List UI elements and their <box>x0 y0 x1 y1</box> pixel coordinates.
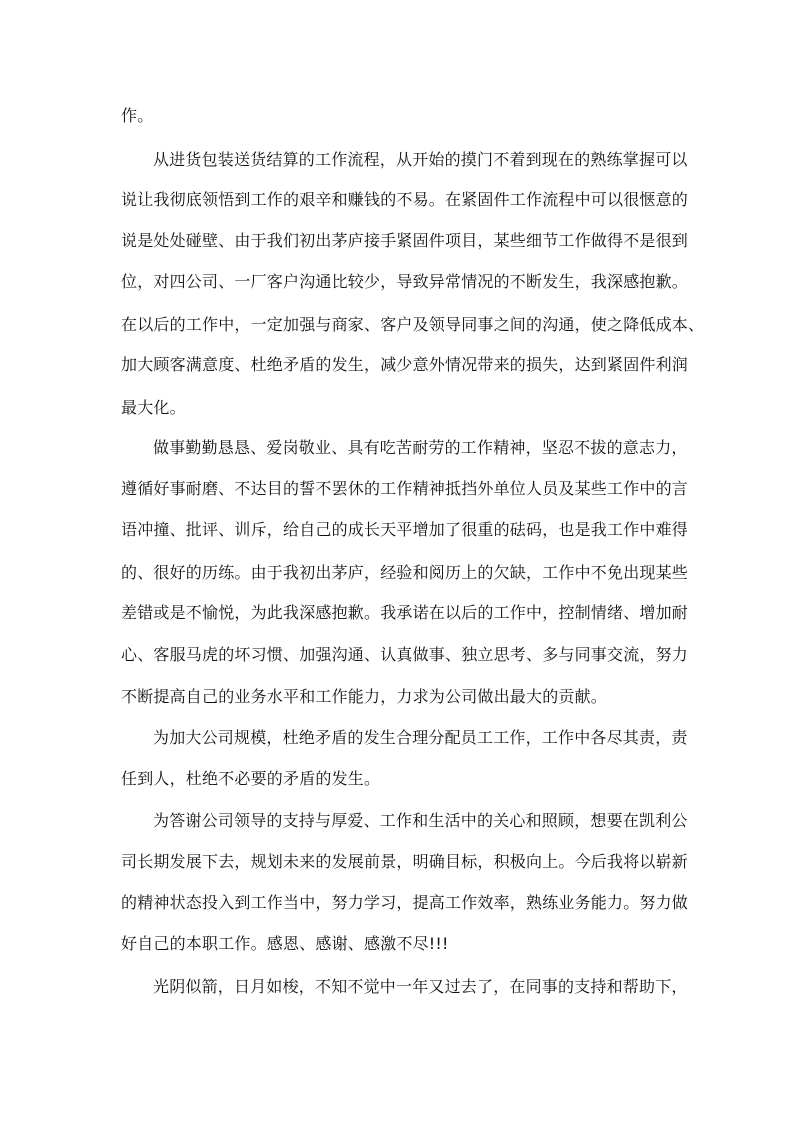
text-line: 语冲撞、批评、训斥，给自己的成长天平增加了很重的砝码，也是我工作中难得 <box>121 520 689 539</box>
text-line: 任到人，杜绝不必要的矛盾的发生。 <box>121 769 381 788</box>
text-line: 为答谢公司领导的支持与厚爱、工作和生活中的关心和照顾，想要在凯利公 <box>153 811 688 830</box>
text-line: 心、客服马虎的坏习惯、加强沟通、认真做事、独立思考、多与同事交流，努力 <box>121 645 689 664</box>
text-line: 差错或是不愉悦，为此我深感抱歉。我承诺在以后的工作中，控制情绪、增加耐 <box>121 603 689 622</box>
text-line: 司长期发展下去，规划未来的发展前景，明确目标，积极向上。今后我将以崭新 <box>121 852 689 871</box>
text-line: 的精神状态投入到工作当中，努力学习，提高工作效率，熟练业务能力。努力做 <box>121 893 689 912</box>
text-line: 从进货包装送货结算的工作流程，从开始的摸门不着到现在的熟练掌握可以 <box>153 150 688 169</box>
text-line: 好自己的本职工作。感恩、感谢、感激不尽!!! <box>121 934 449 953</box>
text-line: 作。 <box>121 106 154 125</box>
text-line: 位，对四公司、一厂客户沟通比较少，导致异常情况的不断发生，我深感抱歉。 <box>121 272 689 291</box>
text-line: 做事勤勤恳恳、爱岗敬业、具有吃苦耐劳的工作精神，坚忍不拔的意志力， <box>153 438 688 457</box>
text-line: 为加大公司规模，杜绝矛盾的发生合理分配员工工作，工作中各尽其责，责 <box>153 728 688 747</box>
text-line: 的、很好的历练。由于我初出茅庐，经验和阅历上的欠缺，工作中不免出现某些 <box>121 563 689 582</box>
text-line: 说让我彻底领悟到工作的艰辛和赚钱的不易。在紧固件工作流程中可以很惬意的 <box>121 190 689 209</box>
text-line: 说是处处碰壁、由于我们初出茅庐接手紧固件项目，某些细节工作做得不是很到 <box>121 231 689 250</box>
text-line: 遵循好事耐磨、不达目的誓不罢休的工作精神抵挡外单位人员及某些工作中的言 <box>121 479 689 498</box>
text-line: 在以后的工作中，一定加强与商家、客户及领导同事之间的沟通，使之降低成本、 <box>121 315 705 334</box>
text-line: 最大化。 <box>121 398 186 417</box>
text-line: 光阴似箭，日月如梭，不知不觉中一年又过去了，在同事的支持和帮助下， <box>153 977 688 996</box>
text-line: 不断提高自己的业务水平和工作能力，力求为公司做出最大的贡献。 <box>121 687 608 706</box>
text-line: 加大顾客满意度、杜绝矛盾的发生，减少意外情况带来的损失，达到紧固件利润 <box>121 355 689 374</box>
